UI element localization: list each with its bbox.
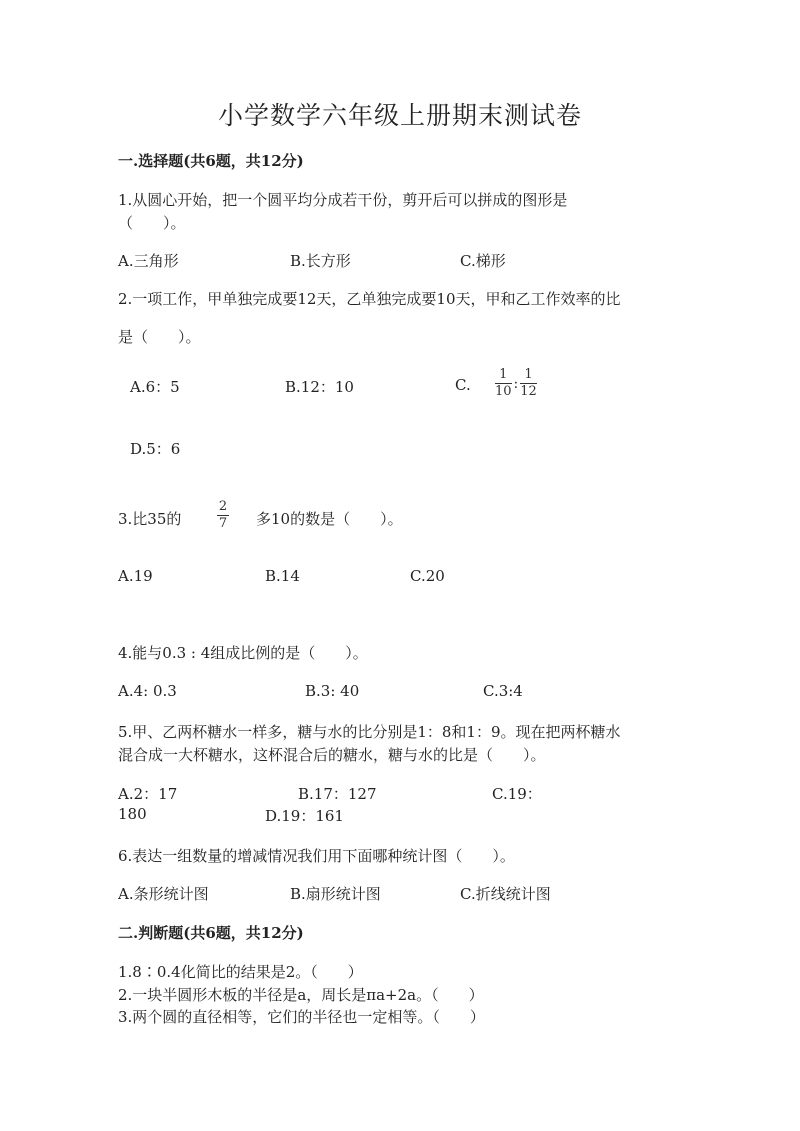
fraction-one-twelfth bbox=[520, 368, 537, 399]
fraction-denominator: 12 bbox=[520, 384, 537, 399]
section-heading-choice: 一.选择题(共6题，共12分) bbox=[118, 152, 304, 170]
question-1-option-b: B.长方形 bbox=[290, 252, 351, 270]
question-4-option-c: C.3:4 bbox=[483, 682, 523, 700]
question-4-option-b: B.3: 40 bbox=[305, 682, 360, 700]
question-1-option-a: A.三角形 bbox=[118, 252, 179, 270]
question-5-line-1: 5.甲、乙两杯糖水一样多，糖与水的比分别是1：8和1：9。现在把两杯糖水 bbox=[118, 723, 621, 741]
question-5-option-c: C.19： bbox=[492, 785, 542, 803]
fraction-denominator: 7 bbox=[218, 516, 228, 531]
question-4-line-1: 4.能与0.3 : 4组成比例的是（ ）。 bbox=[118, 644, 368, 662]
ratio-colon: : bbox=[513, 375, 519, 392]
question-5-option-d: D.19：161 bbox=[265, 807, 344, 825]
true-false-item-3: 3.两个圆的直径相等，它们的半径也一定相等。（ ） bbox=[118, 1008, 485, 1026]
question-3-option-b: B.14 bbox=[265, 567, 300, 585]
question-2-option-b: B.12：10 bbox=[285, 378, 354, 396]
question-5-line-2: 混合成一大杯糖水，这杯混合后的糖水，糖与水的比是（ ）。 bbox=[118, 746, 546, 764]
question-3-option-c: C.20 bbox=[410, 567, 445, 585]
question-2-line-2: 是（ ）。 bbox=[118, 328, 201, 346]
fraction-denominator: 10 bbox=[495, 384, 512, 399]
page-title: 小学数学六年级上册期末测试卷 bbox=[217, 101, 582, 130]
question-1-option-c: C.梯形 bbox=[460, 252, 506, 270]
question-1-line-1: 1.从圆心开始，把一个圆平均分成若干份，剪开后可以拼成的图形是 bbox=[118, 191, 568, 209]
question-3-suffix: 多10的数是（ ）。 bbox=[256, 510, 403, 528]
question-5-option-a: A.2：17 bbox=[118, 785, 178, 803]
question-2-option-c-ratio bbox=[495, 368, 537, 399]
question-5-option-b: B.17：127 bbox=[298, 785, 377, 803]
question-1-line-2: （ ）。 bbox=[118, 214, 186, 232]
question-3-fraction bbox=[217, 500, 229, 531]
question-2-line-1: 2.一项工作，甲单独完成要12天，乙单独完成要10天，甲和乙工作效率的比 bbox=[118, 290, 621, 308]
question-3-option-a: A.19 bbox=[118, 567, 153, 585]
question-6-option-c: C.折线统计图 bbox=[460, 885, 551, 903]
question-6-option-b: B.扇形统计图 bbox=[290, 885, 381, 903]
fraction-numerator: 1 bbox=[499, 367, 508, 382]
question-6-option-a: A.条形统计图 bbox=[118, 885, 209, 903]
question-6-line-1: 6.表达一组数量的增减情况我们用下面哪种统计图（ ）。 bbox=[118, 847, 515, 865]
true-false-item-1: 1.8∶0.4化简比的结果是2。（ ） bbox=[118, 963, 363, 981]
fraction-numerator: 1 bbox=[524, 367, 533, 382]
question-2-option-c: C. bbox=[455, 376, 471, 394]
question-3-prefix: 3.比35的 bbox=[118, 510, 182, 528]
question-5-option-c-continued: 180 bbox=[118, 805, 147, 823]
fraction-one-tenth bbox=[495, 368, 512, 399]
true-false-item-2: 2.一块半圆形木板的半径是a，周长是πa+2a。（ ） bbox=[118, 986, 484, 1004]
question-2-option-d: D.5：6 bbox=[130, 440, 181, 458]
question-2-option-a: A.6：5 bbox=[130, 378, 180, 396]
section-heading-true-false: 二.判断题(共6题，共12分) bbox=[118, 924, 304, 942]
fraction-numerator: 2 bbox=[218, 499, 228, 514]
question-4-option-a: A.4: 0.3 bbox=[118, 682, 177, 700]
